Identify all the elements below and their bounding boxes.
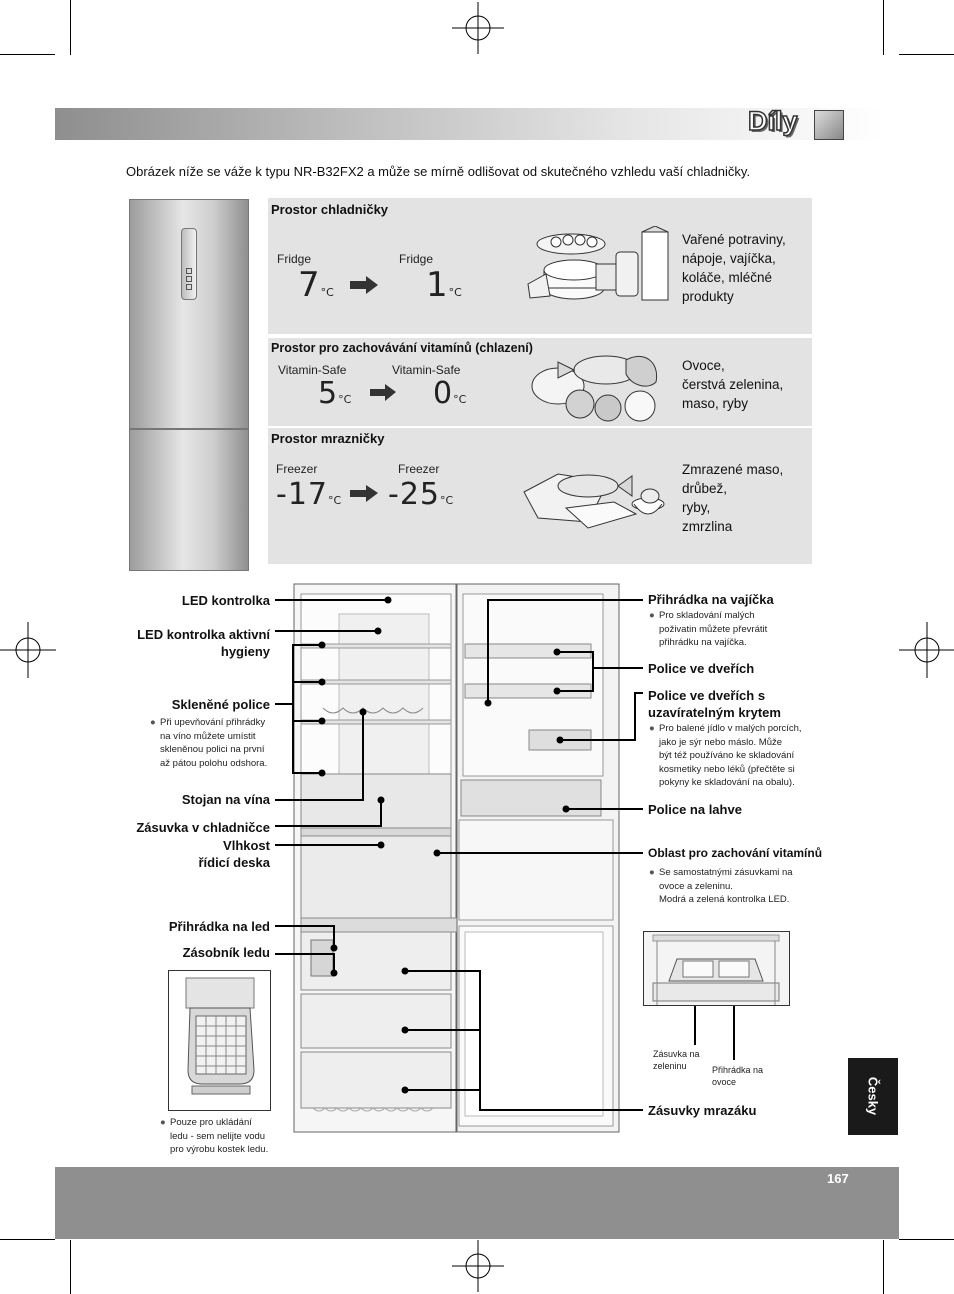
- label-door-shelves: Police ve dveřích: [648, 661, 755, 676]
- ice-box-note: ● Pouze pro ukládání ledu - sem nelijte vodu pro výrobu kostek ledu.: [160, 1117, 269, 1155]
- vitamin-mode-label-to: Vitamin-Safe: [392, 363, 461, 377]
- freezer-mode-label-to: Freezer: [398, 462, 440, 476]
- label-fridge-drawer: Zásuvka v chladničce: [136, 820, 270, 835]
- vitamin-area-note: ● Se samostatnými zásuvkami na ovoce a zeleninu. Modrá a zelená kontrolka LED.: [649, 867, 793, 905]
- label-wine-rack: Stojan na vína: [181, 792, 270, 807]
- label-egg-tray: Přihrádka na vajíčka: [648, 592, 774, 607]
- label-led: LED kontrolka: [181, 593, 270, 608]
- label-covered-door-shelves: Police ve dveřích s uzavíratelným krytem: [648, 688, 781, 720]
- fridge-panel-title: Prostor chladničky: [271, 202, 389, 217]
- vitamin-panel-title: Prostor pro zachovávání vitamínů (chlazení): [271, 341, 533, 355]
- ice-box-inset-image: [168, 970, 271, 1111]
- fridge-mode-label-from: Fridge: [277, 252, 312, 266]
- footer-bar: [55, 1167, 899, 1239]
- label-ice-tray: Přihrádka na led: [168, 919, 270, 934]
- page-number: 167: [827, 1171, 849, 1186]
- vitamin-contents: Ovoce, čerstvá zelenina, maso, ryby: [682, 358, 784, 411]
- vitamin-temp-from: 5°C: [318, 376, 352, 411]
- fridge-contents: Vařené potraviny, nápoje, vajíčka, koláče, mléčné produkty: [682, 232, 786, 304]
- language-tab-label: Česky: [865, 1076, 881, 1116]
- vitamin-temp-to: 0°C: [433, 376, 467, 411]
- covered-shelves-note: ● Pro balené jídlo v malých porcích, jako je sýr nebo máslo. Může být též používáno ke skladování kosmetiky nebo léků (přečtěte si pokyny ke skladování na obalu).: [649, 723, 802, 788]
- label-vitamin-area: Oblast pro zachování vitamínů: [648, 846, 823, 860]
- freezer-panel-title: Prostor mrazničky: [271, 431, 385, 446]
- label-bottle-shelf: Police na lahve: [648, 802, 742, 817]
- fridge-temp-to: 1°C: [426, 265, 462, 305]
- vitamin-mode-label-from: Vitamin-Safe: [278, 363, 347, 377]
- glass-shelves-note: ● Při upevňování přihrádky na víno můžete umístit skleněnou polici na první až pátou polohu odshora.: [150, 717, 268, 769]
- fridge-temp-from: 7°C: [298, 265, 334, 305]
- label-ice-box: Zásobník ledu: [182, 945, 270, 960]
- freezer-temp-from: -17°C: [276, 477, 342, 512]
- label-humidity-board: Vlhkost řídicí deska: [198, 838, 270, 870]
- freezer-mode-label-from: Freezer: [276, 462, 318, 476]
- intro-text: Obrázek níže se váže k typu NR-B32FX2 a může se mírně odlišovat od skutečného vzhledu vaší chladničky.: [126, 164, 751, 179]
- label-fruit-tray: Přihrádka na ovoce: [712, 1065, 764, 1087]
- label-glass-shelves: Skleněné police: [171, 697, 270, 712]
- label-led-hygiene: LED kontrolka aktivní hygieny: [137, 627, 270, 659]
- label-freezer-drawers: Zásuvky mrazáku: [648, 1103, 757, 1118]
- label-veg-drawer: Zásuvka na zeleninu: [653, 1049, 700, 1071]
- vitamin-drawers-inset-image: [643, 931, 790, 1006]
- egg-tray-note: ● Pro skladování malých poživatin můžete převrátit přihrádku na vajíčka.: [649, 610, 768, 648]
- freezer-temp-to: -25°C: [388, 477, 454, 512]
- page-title: Díly: [748, 106, 798, 136]
- fridge-mode-label-to: Fridge: [399, 252, 434, 266]
- language-tab: [848, 1058, 898, 1135]
- freezer-contents: Zmrazené maso, drůbež, ryby, zmrzlina: [682, 462, 784, 534]
